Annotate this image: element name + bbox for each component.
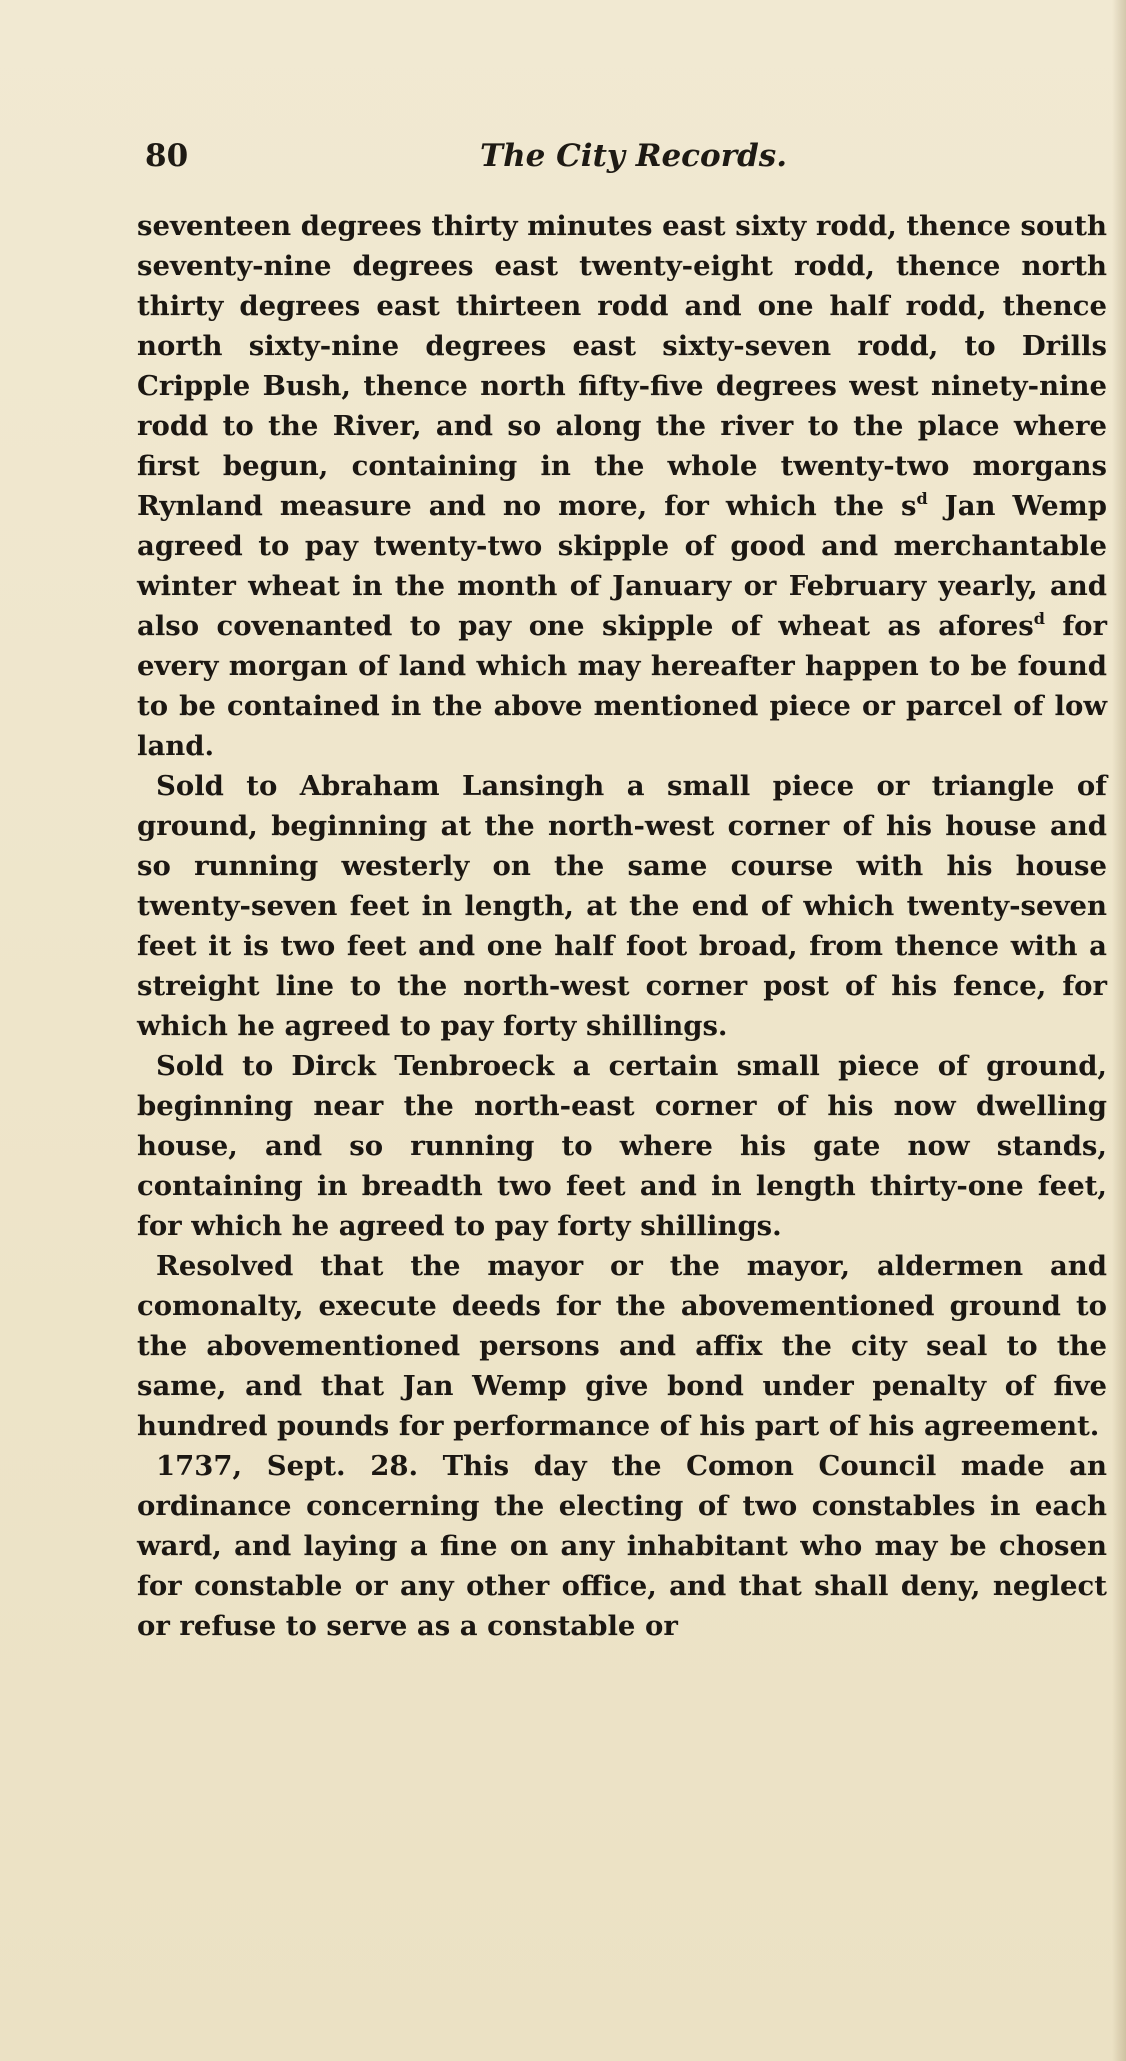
superscript-abbreviation: d xyxy=(916,489,928,508)
page-edge-shadow xyxy=(1112,0,1126,2061)
paragraph-tenbroeck-sale: Sold to Dirck Tenbroeck a certain small piece of ground, beginning near the north-east corner of his now dwelling house, and so running to where his gate now stands, containing in breadth two feet and in length thirty-one feet, for which he agreed to pay forty shillings. xyxy=(137,1050,1107,1242)
paragraph-lansingh-sale: Sold to Abraham Lansingh a small piece or triangle of ground, beginning at the north-west corner of his house and so running westerly on the same course with his house twenty-seven feet in length, at the end of which twenty-seven feet it is two feet and one half foot broad, from thence with a streight line to the north-west corner post of his fence, for which he agreed to pay forty shillings. xyxy=(137,770,1107,1042)
paragraph-text-part: for every morgan of land which may hereafter happen to be found to be contained in the above mentioned piece or parcel of low land. xyxy=(137,610,1107,762)
paragraph-text-part: seventeen degrees thirty minutes east sixty rodd, thence south seventy-nine degrees east twenty-eight rodd, thence north thirty degrees east thirteen rodd and one half rodd, thence north sixty-nine degrees east sixty-seven rodd, to Drills Cripple Bush, thence north fifty-five degrees west ninety-nine rodd to the River, and so along the river to the place where first begun, containing in the whole twenty-two morgans Rynland measure and no more, for which the s xyxy=(137,210,1107,522)
body-text xyxy=(137,206,1107,1646)
paragraph-text-part: Jan Wemp agreed to pay twenty-two skipple of good and merchantable winter wheat in the month of January or February yearly, and also covenanted to pay one skipple of wheat as afores xyxy=(137,490,1107,642)
superscript-abbreviation: d xyxy=(1033,609,1045,628)
page-number: 80 xyxy=(145,138,189,174)
page-header xyxy=(145,138,995,182)
paragraph-ordinance: 1737, Sept. 28. This day the Comon Council made an ordinance concerning the electing of two constables in each ward, and laying a fine on any inhabitant who may be chosen for constable or any other office, and that shall deny, neglect or refuse to serve as a constable or xyxy=(137,1450,1107,1642)
paragraph-resolution: Resolved that the mayor or the mayor, aldermen and comonalty, execute deeds for the abovementioned ground to the abovementioned persons and affix the city seal to the same, and that Jan Wemp give bond under penalty of five hundred pounds for performance of his part of his agreement. xyxy=(137,1250,1107,1442)
paragraph-boundary-description xyxy=(137,206,1107,766)
running-title: The City Records. xyxy=(480,138,787,174)
